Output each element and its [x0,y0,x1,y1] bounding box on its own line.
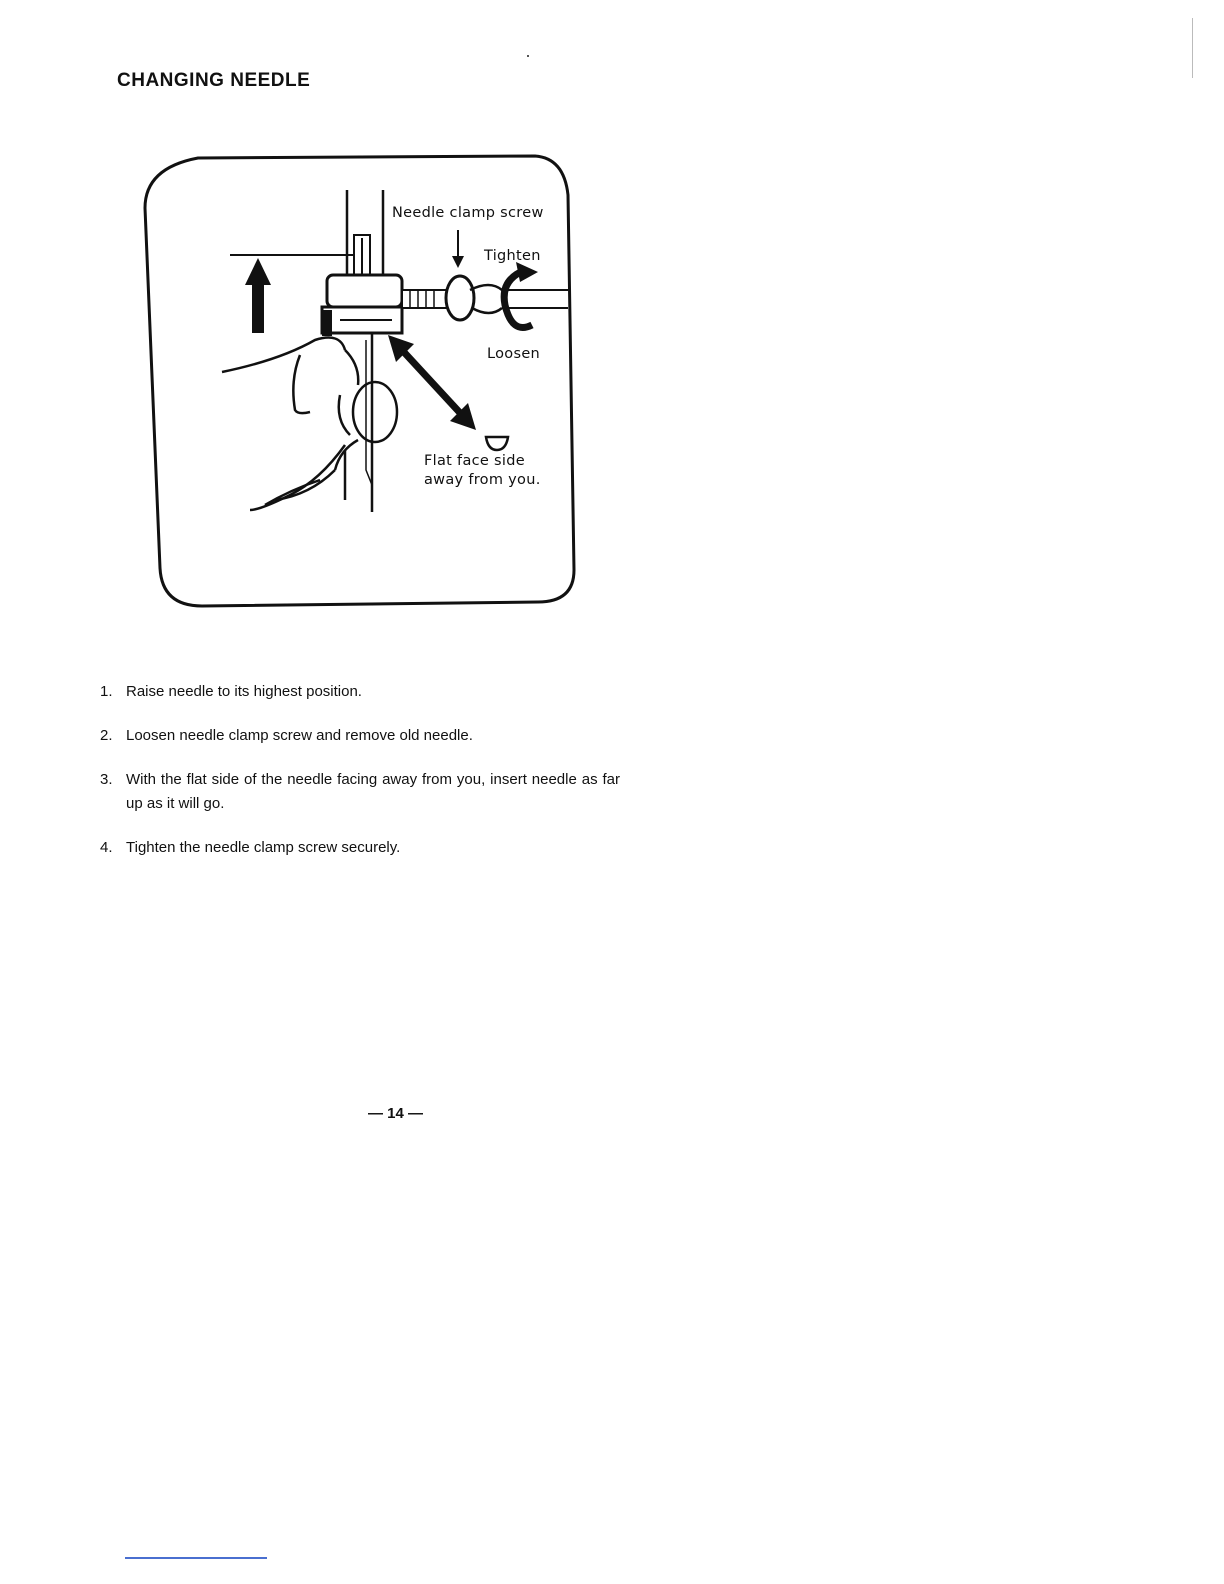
step-number: 1. [100,683,113,700]
scan-artifact-dot [527,55,529,57]
clamp-screw-label: Needle clamp screw [392,205,544,221]
page-title: CHANGING NEEDLE [117,70,311,91]
step-text: Loosen needle clamp screw and remove old needle. [126,727,473,744]
insert-direction-arrow-icon [388,335,476,430]
page-number: — 14 — [368,1105,424,1122]
step-item [100,680,620,704]
step-number: 2. [100,727,113,744]
needle-bar-icon [347,190,383,280]
clamp-screw-icon [402,276,568,320]
instruction-steps [100,680,620,880]
step-item [100,836,620,860]
needle-change-illustration [140,150,580,615]
bottom-rule [125,1557,267,1559]
loosen-label: Loosen [487,346,541,362]
raise-arrow-icon [245,258,271,333]
step-item [100,768,620,816]
flat-face-label-line1: Flat face side [424,453,525,469]
step-number: 4. [100,839,113,856]
step-text: Raise needle to its highest position. [126,683,362,700]
step-number: 3. [100,771,113,788]
step-text: With the flat side of the needle facing away from you, insert needle as far up as it will go. [126,771,620,812]
tighten-label: Tighten [484,248,541,264]
flat-face-symbol-icon [486,437,508,450]
needle-clamp-icon [322,275,402,336]
tighten-loosen-rotation-icon [504,262,538,328]
step-text: Tighten the needle clamp screw securely. [126,839,401,856]
illustration-frame [145,156,574,606]
step-item [100,724,620,748]
flat-face-label-line2: away from you. [424,472,541,488]
screw-pointer-arrow-icon [452,230,464,268]
scan-artifact-line [1192,18,1193,78]
